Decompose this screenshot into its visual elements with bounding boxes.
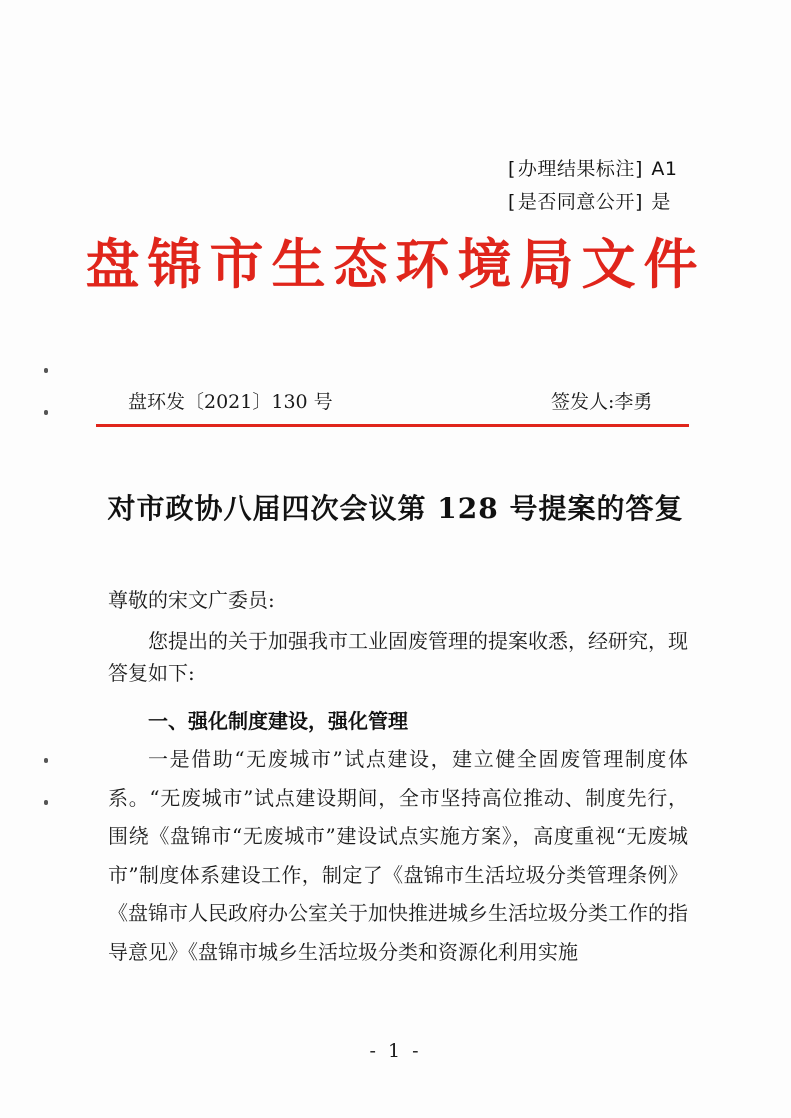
- binding-hole-mark: [44, 368, 48, 373]
- public-value: 是: [651, 191, 671, 213]
- section-heading: 一、强化制度建设，强化管理: [148, 709, 408, 733]
- public-annotation: [508, 187, 671, 214]
- salutation: 尊敬的宋文广委员:: [108, 588, 275, 612]
- document-number: 盘环发〔2021〕130 号: [128, 391, 333, 413]
- paragraph-body: 一是借助“无废城市”试点建设，建立健全固废管理制度体系。“无废城市”试点建设期间，全市坚持高位推动、制度先行，围绕《盘锦市“无废城市”建设试点实施方案》，高度重视“无废城市”制度体系建设工作，制定了《盘锦市生活垃圾分类管理条例》《盘锦市人民政府办公室关于加快推进城乡生活垃圾分类工作的指导意见》《盘锦市城乡生活垃圾分类和资源化利用实施: [108, 747, 688, 964]
- public-label: 是否同意公开: [517, 191, 635, 213]
- bracket-open: [: [508, 191, 516, 213]
- red-divider: [96, 424, 689, 427]
- binding-hole-mark: [44, 410, 48, 415]
- document-title: 对市政协八届四次会议第 128 号提案的答复: [107, 492, 684, 525]
- binding-hole-mark: [44, 758, 48, 763]
- binding-hole-mark: [44, 800, 48, 805]
- bracket-close: ]: [634, 158, 643, 180]
- result-annotation: [508, 154, 678, 181]
- result-label: 办理结果标注: [517, 158, 635, 180]
- result-value: A1: [651, 158, 678, 180]
- bracket-open: [: [508, 158, 516, 180]
- signer: 签发人:李勇: [551, 391, 653, 413]
- issuer-title: 盘锦市生态环境局文件: [85, 233, 706, 296]
- page-number: - 1 -: [369, 1040, 422, 1062]
- paragraph-intro: 您提出的关于加强我市工业固废管理的提案收悉，经研究，现答复如下:: [108, 629, 688, 685]
- bracket-close: ]: [634, 191, 643, 213]
